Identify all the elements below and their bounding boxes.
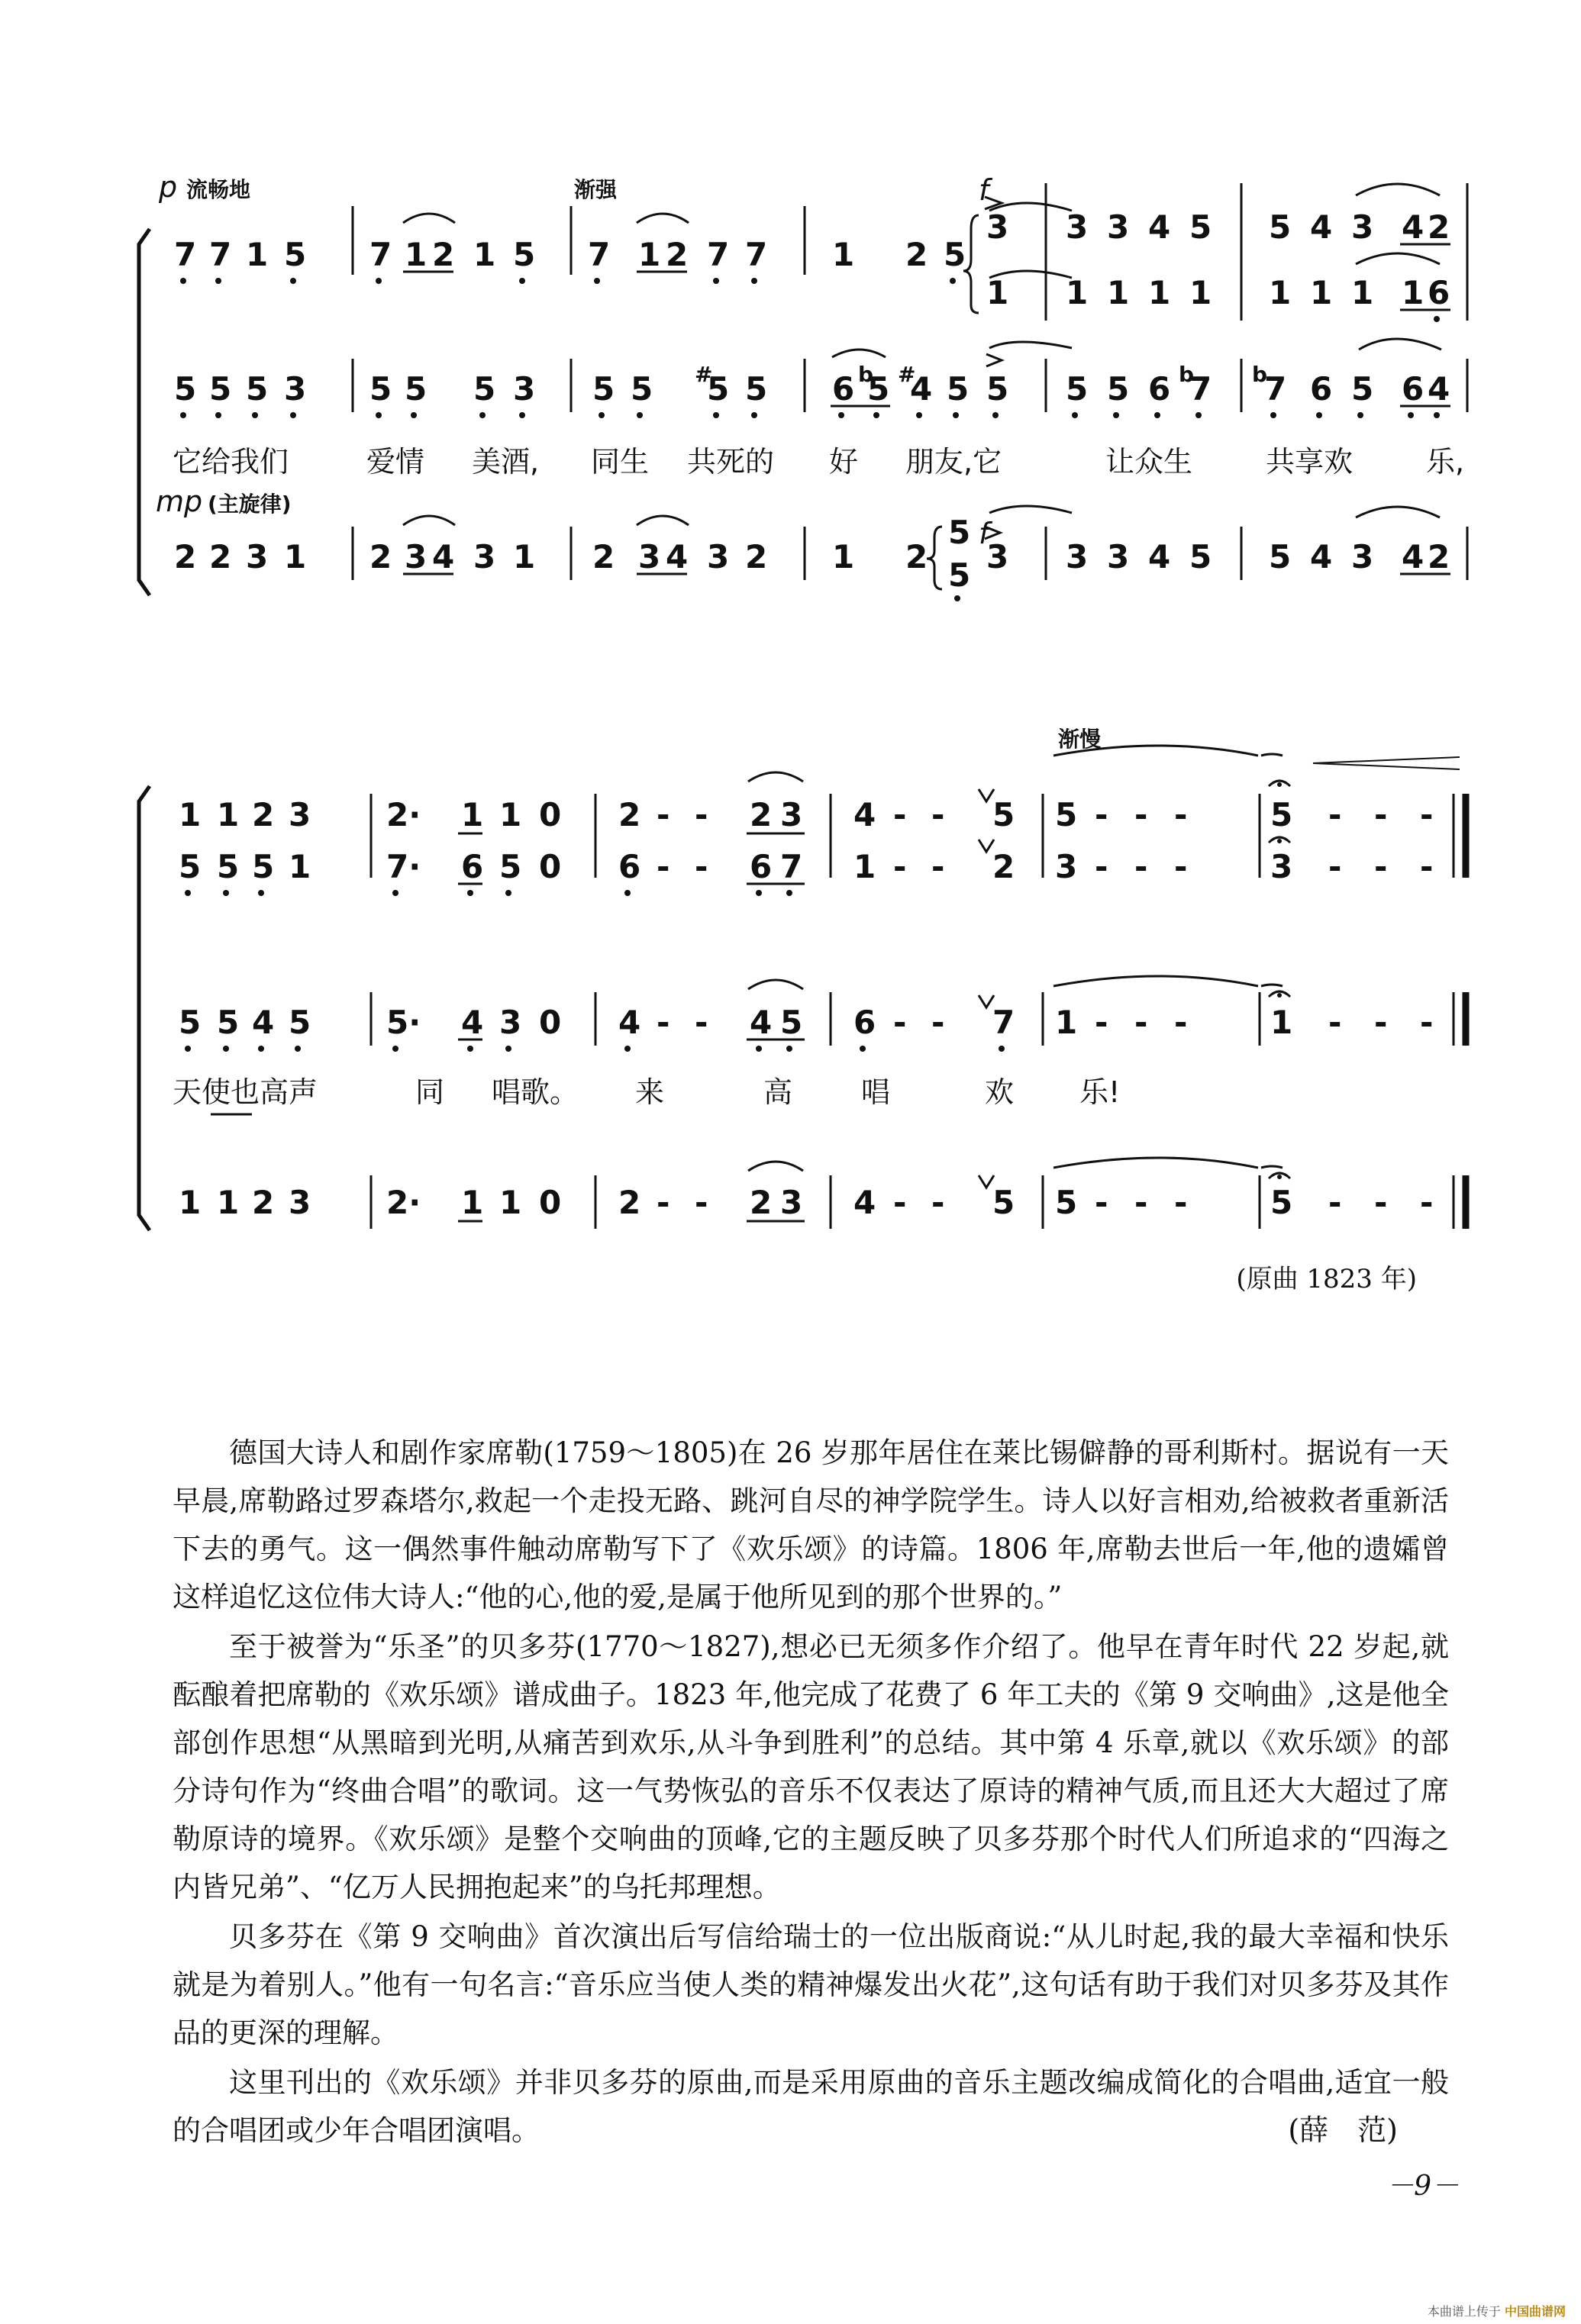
svg-text:3: 3 — [707, 538, 730, 575]
svg-text:5: 5 — [217, 848, 240, 885]
svg-text:4: 4 — [853, 1184, 876, 1221]
svg-text:1: 1 — [986, 274, 1009, 311]
svg-text:1: 1 — [832, 538, 855, 575]
svg-text:1: 1 — [499, 796, 522, 833]
svg-text:爱情: 爱情 — [366, 445, 425, 479]
svg-text:2: 2 — [992, 848, 1015, 885]
svg-text:6: 6 — [853, 1004, 876, 1041]
svg-text:6: 6 — [1428, 274, 1450, 311]
svg-text:2: 2 — [1428, 538, 1450, 575]
svg-text:2: 2 — [252, 796, 275, 833]
score-system-2 — [139, 727, 1466, 1230]
svg-text:同: 同 — [415, 1075, 445, 1109]
dynamic-mp: mp — [156, 485, 203, 518]
dynamic-p: p — [159, 170, 178, 204]
svg-text:-: - — [1328, 1184, 1342, 1221]
essay-text — [173, 1429, 1449, 2156]
svg-text:5·: 5· — [386, 1004, 421, 1041]
svg-text:-: - — [657, 1004, 670, 1041]
essay-paragraph: 德国大诗人和剧作家席勒(1759～1805)在 26 岁那年居住在莱比锡僻静的哥利斯村。据说有一天早晨,席勒路过罗森塔尔,救起一个走投无路、跳河自尽的神学院学生。诗人以好言相劝,给被救者重新活下去的勇气。这一偶然事件触动席勒写下了《欢乐颂》的诗篇。1806 年,席勒去世后一年,他的遗孀曾这样追忆这位伟大诗人:“他的心,他的爱,是属于他所见到的那个世界的。” — [173, 1436, 1449, 1613]
svg-text:1: 1 — [1055, 1004, 1078, 1041]
svg-text:5: 5 — [707, 370, 730, 408]
svg-text:来: 来 — [635, 1075, 665, 1109]
svg-text:3: 3 — [405, 538, 428, 575]
svg-text:2: 2 — [905, 236, 928, 273]
svg-text:5: 5 — [944, 236, 966, 273]
svg-text:3: 3 — [986, 538, 1009, 575]
svg-text:-: - — [657, 796, 670, 833]
svg-text:5: 5 — [499, 848, 522, 885]
svg-text:7: 7 — [369, 236, 392, 273]
svg-text:2: 2 — [750, 796, 773, 833]
svg-text:3: 3 — [1107, 538, 1130, 575]
svg-text:1: 1 — [1310, 274, 1333, 311]
svg-text:-: - — [1134, 848, 1148, 885]
svg-text:6: 6 — [1310, 370, 1333, 408]
svg-text:5: 5 — [1055, 796, 1078, 833]
svg-text:b: b — [1252, 362, 1268, 387]
svg-text:1: 1 — [179, 796, 202, 833]
svg-text:6: 6 — [461, 848, 484, 885]
svg-text:b: b — [1179, 362, 1195, 387]
site-brand-logo: 中国曲谱网 — [1504, 2304, 1566, 2319]
svg-text:1: 1 — [217, 1184, 240, 1221]
svg-text:2: 2 — [905, 538, 928, 575]
svg-text:4: 4 — [1310, 208, 1333, 246]
svg-text:-: - — [1374, 1004, 1388, 1041]
svg-text:让众生: 让众生 — [1105, 445, 1193, 479]
svg-text:0: 0 — [539, 1004, 562, 1041]
svg-text:1: 1 — [832, 236, 855, 273]
svg-text:1: 1 — [513, 538, 536, 575]
svg-text:0: 0 — [539, 796, 562, 833]
svg-text:5: 5 — [217, 1004, 240, 1041]
svg-text:5: 5 — [252, 848, 275, 885]
svg-text:-: - — [1134, 1184, 1148, 1221]
svg-text:美酒,: 美酒, — [472, 445, 540, 479]
svg-text:3: 3 — [499, 1004, 522, 1041]
svg-text:-: - — [1174, 796, 1188, 833]
dynamic-f-lower: f — [979, 517, 989, 550]
svg-text:1: 1 — [179, 1184, 202, 1221]
crescendo-marking: 渐强 — [574, 177, 618, 202]
svg-text:3: 3 — [1055, 848, 1078, 885]
svg-text:4: 4 — [1148, 538, 1171, 575]
system2-row-1-notes — [179, 796, 1433, 833]
svg-text:-: - — [657, 848, 670, 885]
svg-text:4: 4 — [853, 796, 876, 833]
svg-text:-: - — [893, 796, 907, 833]
svg-text:-: - — [1328, 848, 1342, 885]
svg-text:-: - — [1420, 848, 1434, 885]
svg-text:#: # — [898, 362, 916, 387]
svg-text:5: 5 — [179, 848, 202, 885]
svg-text:1: 1 — [284, 538, 307, 575]
essay-paragraph: 贝多芬在《第 9 交响曲》首次演出后写信给瑞士的一位出版商说:“从儿时起,我的最大幸福和快乐就是为着别人。”他有一句名言:“音乐应当使人类的精神爆发出火花”,这句话有助于我们对贝多芬及其作品的更深的理解。 — [173, 1920, 1449, 2049]
lyrics-line-2 — [173, 1075, 1120, 1109]
svg-text:5: 5 — [1066, 370, 1089, 408]
svg-text:5: 5 — [473, 370, 496, 408]
svg-text:6: 6 — [750, 848, 773, 885]
svg-text:2: 2 — [666, 236, 689, 273]
svg-text:1: 1 — [1148, 274, 1171, 311]
svg-text:-: - — [893, 1184, 907, 1221]
svg-text:4: 4 — [432, 538, 455, 575]
svg-text:-: - — [695, 1004, 708, 1041]
svg-text:#: # — [695, 362, 713, 387]
svg-text:5: 5 — [631, 370, 653, 408]
svg-text:1: 1 — [1351, 274, 1374, 311]
svg-text:3: 3 — [289, 1184, 311, 1221]
svg-text:唱歌。: 唱歌。 — [492, 1075, 579, 1109]
author-signature: (薛 范) — [1288, 2113, 1398, 2147]
svg-text:1: 1 — [499, 1184, 522, 1221]
svg-text:5: 5 — [284, 236, 307, 273]
svg-text:7: 7 — [174, 236, 197, 273]
svg-text:3: 3 — [1066, 208, 1089, 246]
system2-row-2-notes — [179, 848, 1433, 885]
svg-text:5: 5 — [1189, 208, 1212, 246]
svg-text:5: 5 — [246, 370, 269, 408]
svg-text:5: 5 — [513, 236, 536, 273]
svg-text:5: 5 — [1055, 1184, 1078, 1221]
svg-text:-: - — [1174, 1184, 1188, 1221]
svg-text:5: 5 — [1269, 538, 1292, 575]
svg-text:3: 3 — [1351, 208, 1374, 246]
svg-text:7: 7 — [209, 236, 232, 273]
svg-text:4: 4 — [1428, 370, 1450, 408]
tempo-marking: 流畅地 — [186, 177, 251, 202]
svg-text:1: 1 — [405, 236, 428, 273]
svg-text:-: - — [1095, 1184, 1108, 1221]
lyrics-line-1 — [173, 445, 1464, 479]
svg-text:7: 7 — [992, 1004, 1015, 1041]
svg-text:5: 5 — [1351, 370, 1374, 408]
svg-text:5: 5 — [289, 1004, 311, 1041]
svg-text:-: - — [1374, 796, 1388, 833]
svg-text:2: 2 — [369, 538, 392, 575]
dynamic-f: f — [979, 173, 989, 207]
svg-text:2: 2 — [1428, 208, 1450, 246]
svg-text:4: 4 — [1402, 538, 1425, 575]
svg-text:-: - — [1374, 1184, 1388, 1221]
svg-text:5: 5 — [405, 370, 428, 408]
svg-text:6: 6 — [618, 848, 641, 885]
svg-text:4: 4 — [461, 1004, 484, 1041]
svg-text:-: - — [1174, 1004, 1188, 1041]
svg-text:2: 2 — [592, 538, 615, 575]
svg-text:共死的: 共死的 — [687, 445, 775, 479]
svg-text:1: 1 — [473, 236, 496, 273]
svg-text:4: 4 — [666, 538, 689, 575]
essay-paragraph: 这里刊出的《欢乐颂》并非贝多芬的原曲,而是采用原曲的音乐主题改编成简化的合唱曲,适宜一般的合唱团或少年合唱团演唱。 — [173, 2066, 1449, 2147]
svg-text:3: 3 — [246, 538, 269, 575]
ritardando-marking: 渐慢 — [1058, 727, 1102, 752]
original-composition-year: (原曲 1823 年) — [1236, 1264, 1417, 1294]
svg-text:-: - — [1328, 796, 1342, 833]
svg-text:7: 7 — [588, 236, 611, 273]
svg-text:-: - — [1328, 1004, 1342, 1041]
svg-text:0: 0 — [539, 1184, 562, 1221]
footer-text: 本曲谱上传于 — [1427, 2304, 1501, 2319]
svg-text:-: - — [1095, 796, 1108, 833]
svg-text:3: 3 — [1066, 538, 1089, 575]
svg-text:1: 1 — [1066, 274, 1089, 311]
score-system-1 — [139, 170, 1467, 601]
svg-text:3: 3 — [1107, 208, 1130, 246]
svg-text:乐,: 乐, — [1426, 445, 1465, 479]
svg-text:7: 7 — [1264, 370, 1287, 408]
svg-text:-: - — [1374, 848, 1388, 885]
svg-text:1: 1 — [853, 848, 876, 885]
svg-text:0: 0 — [539, 848, 562, 885]
svg-text:它给我们: 它给我们 — [173, 445, 289, 479]
svg-text:7: 7 — [707, 236, 730, 273]
svg-text:5: 5 — [1270, 796, 1293, 833]
svg-text:5: 5 — [992, 1184, 1015, 1221]
svg-text:高: 高 — [763, 1075, 793, 1109]
svg-text:-: - — [931, 1004, 945, 1041]
upload-footer — [1428, 2302, 1566, 2319]
svg-text:7: 7 — [745, 236, 768, 273]
svg-text:1: 1 — [461, 1184, 484, 1221]
svg-text:-: - — [893, 1004, 907, 1041]
svg-text:1: 1 — [1189, 274, 1212, 311]
svg-text:5: 5 — [1270, 1184, 1293, 1221]
svg-text:-: - — [1134, 796, 1148, 833]
svg-text:1: 1 — [461, 796, 484, 833]
svg-text:5: 5 — [780, 1004, 803, 1041]
svg-text:3: 3 — [1270, 848, 1293, 885]
svg-text:5: 5 — [179, 1004, 202, 1041]
svg-text:4: 4 — [1148, 208, 1171, 246]
svg-text:-: - — [1095, 1004, 1108, 1041]
svg-text:5: 5 — [592, 370, 615, 408]
svg-text:-: - — [931, 1184, 945, 1221]
svg-text:2·: 2· — [386, 1184, 421, 1221]
svg-text:2·: 2· — [386, 796, 421, 833]
row-2-notes — [174, 362, 1450, 408]
svg-text:3: 3 — [780, 1184, 803, 1221]
svg-text:-: - — [1095, 848, 1108, 885]
main-melody-label: (主旋律) — [208, 492, 292, 517]
svg-text:3: 3 — [1351, 538, 1374, 575]
svg-text:2: 2 — [209, 538, 232, 575]
page-number: －9－ — [1386, 2171, 1459, 2202]
row-3-notes — [174, 514, 1450, 594]
svg-text:2: 2 — [432, 236, 455, 273]
svg-text:1: 1 — [289, 848, 311, 885]
svg-text:3: 3 — [284, 370, 307, 408]
svg-text:-: - — [1420, 1004, 1434, 1041]
svg-text:5: 5 — [369, 370, 392, 408]
svg-text:1: 1 — [1270, 1004, 1293, 1041]
svg-text:5: 5 — [1189, 538, 1212, 575]
svg-text:3: 3 — [986, 208, 1009, 246]
svg-text:好: 好 — [829, 445, 859, 479]
svg-text:3: 3 — [780, 796, 803, 833]
svg-text:5: 5 — [867, 370, 890, 408]
svg-text:5: 5 — [1269, 208, 1292, 246]
svg-text:欢: 欢 — [985, 1075, 1015, 1109]
svg-text:4: 4 — [1402, 208, 1425, 246]
svg-text:2: 2 — [750, 1184, 773, 1221]
system2-row-3-notes — [179, 1004, 1433, 1041]
svg-text:-: - — [1174, 848, 1188, 885]
svg-text:6: 6 — [1148, 370, 1171, 408]
svg-text:5: 5 — [948, 514, 971, 551]
svg-text:2: 2 — [745, 538, 768, 575]
svg-text:-: - — [893, 848, 907, 885]
svg-text:5: 5 — [1107, 370, 1130, 408]
svg-text:5: 5 — [948, 556, 971, 594]
svg-text:4: 4 — [1310, 538, 1333, 575]
svg-text:3: 3 — [638, 538, 661, 575]
svg-text:朋友,它: 朋友,它 — [905, 445, 1002, 479]
svg-text:2: 2 — [618, 796, 641, 833]
svg-text:1: 1 — [1402, 274, 1425, 311]
svg-text:7: 7 — [1189, 370, 1212, 408]
svg-text:6: 6 — [1402, 370, 1425, 408]
svg-text:1: 1 — [638, 236, 661, 273]
svg-text:3: 3 — [513, 370, 536, 408]
svg-text:5: 5 — [209, 370, 232, 408]
svg-text:-: - — [657, 1184, 670, 1221]
svg-text:5: 5 — [174, 370, 197, 408]
svg-text:共享欢: 共享欢 — [1266, 445, 1354, 479]
svg-text:3: 3 — [473, 538, 496, 575]
svg-text:5: 5 — [986, 370, 1009, 408]
essay-paragraph: 至于被誉为“乐圣”的贝多芬(1770～1827),想必已无须多作介绍了。他早在青年时代 22 岁起,就酝酿着把席勒的《欢乐颂》谱成曲子。1823 年,他完成了花费了 6 年工夫的《第 9 交响曲》,这是他全部创作思想“从黑暗到光明,从痛苦到欢乐,从斗争到胜利”的总结。其中第 4 乐章,就以《欢乐颂》的部分诗句作为“终曲合唱”的歌词。这一气势恢弘的音乐不仅表达了原诗的精神气质,而且还大大超过了席勒原诗的境界。《欢乐颂》是整个交响曲的顶峰,它的主题反映了贝多芬那个时代人们所追求的“四海之内皆兄弟”、“亿万人民拥抱起来”的乌托邦理想。 — [173, 1630, 1449, 1903]
svg-text:天使也高声: 天使也高声 — [173, 1075, 318, 1109]
svg-text:1: 1 — [1107, 274, 1130, 311]
svg-text:1: 1 — [217, 796, 240, 833]
svg-text:-: - — [695, 848, 708, 885]
svg-text:乐!: 乐! — [1079, 1075, 1121, 1109]
svg-text:同生: 同生 — [591, 445, 650, 479]
svg-text:2: 2 — [618, 1184, 641, 1221]
row-1-notes — [174, 208, 1450, 311]
svg-text:4: 4 — [910, 370, 933, 408]
svg-text:b: b — [858, 362, 874, 387]
svg-text:唱: 唱 — [861, 1075, 891, 1109]
svg-text:-: - — [695, 1184, 708, 1221]
svg-text:-: - — [1134, 1004, 1148, 1041]
svg-text:1: 1 — [246, 236, 269, 273]
svg-text:2: 2 — [174, 538, 197, 575]
svg-text:2: 2 — [252, 1184, 275, 1221]
svg-text:7: 7 — [780, 848, 803, 885]
svg-text:4: 4 — [252, 1004, 275, 1041]
svg-text:6: 6 — [832, 370, 855, 408]
svg-text:-: - — [695, 796, 708, 833]
svg-text:-: - — [931, 796, 945, 833]
svg-text:-: - — [1420, 1184, 1434, 1221]
svg-text:-: - — [931, 848, 945, 885]
svg-text:4: 4 — [618, 1004, 641, 1041]
svg-text:4: 4 — [750, 1004, 773, 1041]
svg-text:5: 5 — [992, 796, 1015, 833]
system2-row-4-notes — [179, 1184, 1433, 1221]
svg-text:1: 1 — [1269, 274, 1292, 311]
svg-text:7·: 7· — [386, 848, 421, 885]
svg-text:5: 5 — [745, 370, 768, 408]
svg-text:5: 5 — [947, 370, 970, 408]
svg-text:-: - — [1420, 796, 1434, 833]
svg-text:3: 3 — [289, 796, 311, 833]
